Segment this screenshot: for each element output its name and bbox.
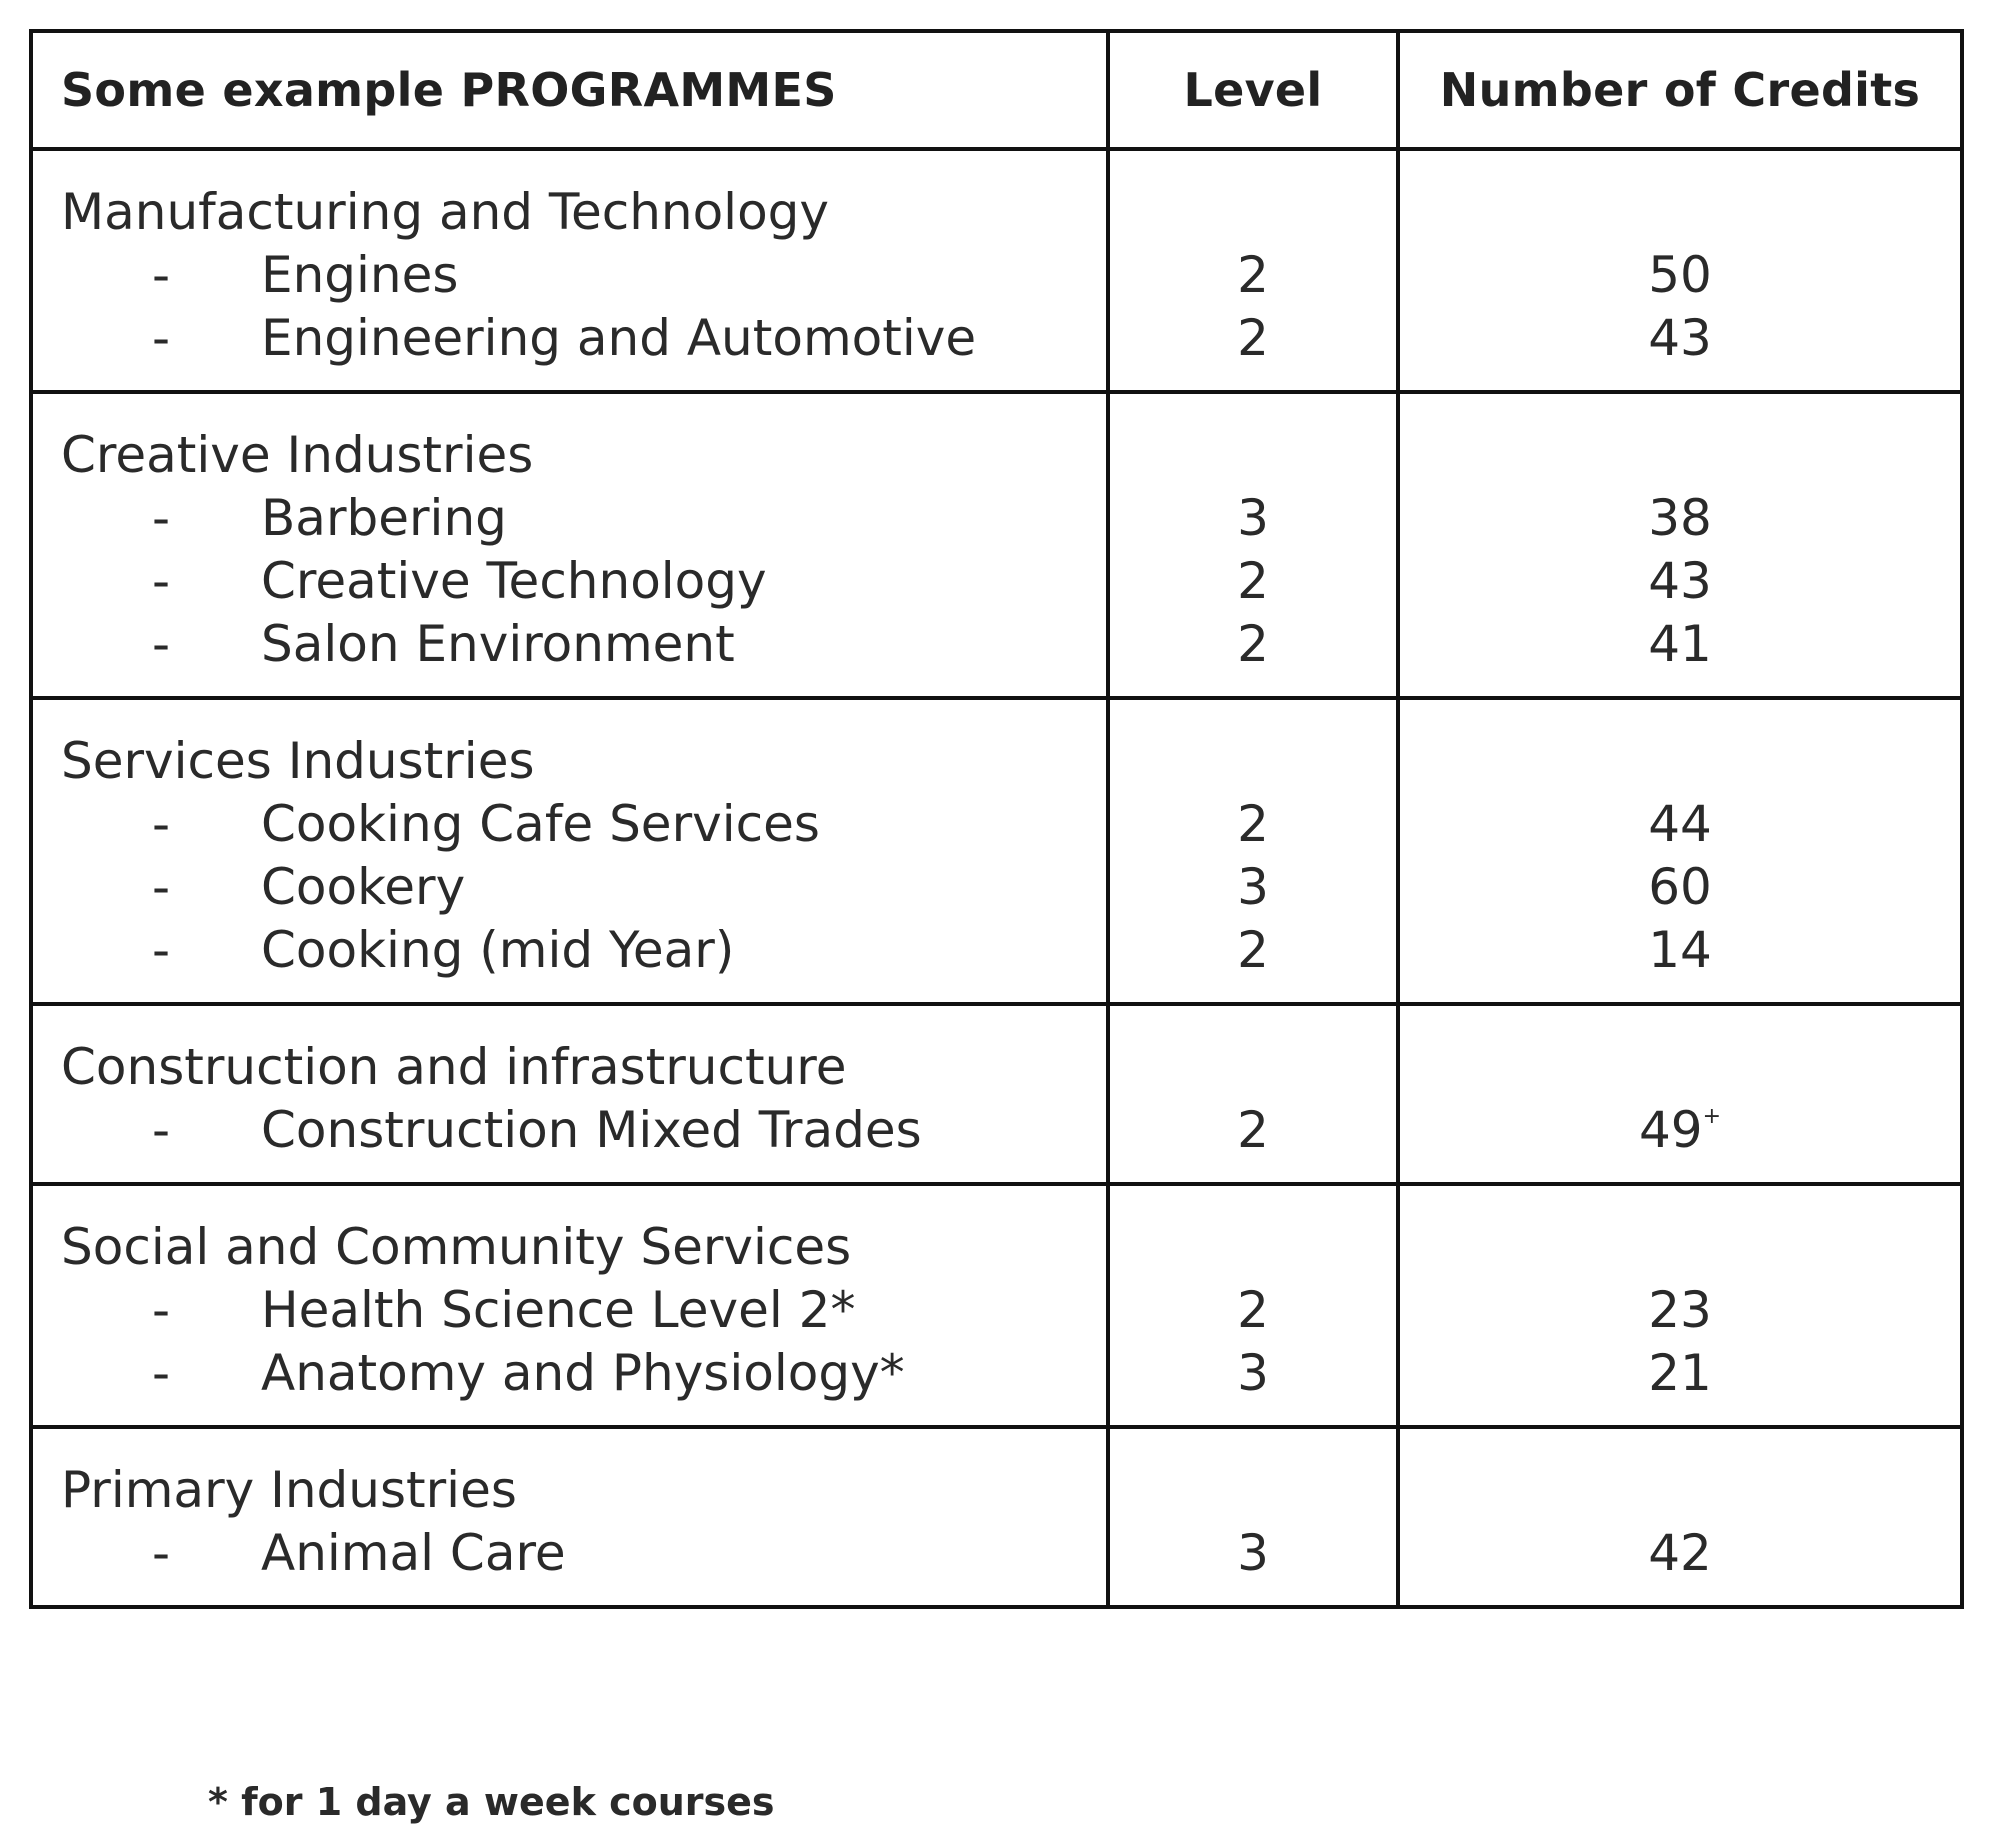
credits-value: 41 <box>1648 615 1712 673</box>
credits-value-line <box>1400 919 1960 982</box>
bullet-dash: - <box>151 795 171 853</box>
programme-name: Engineering and Automotive <box>261 309 977 367</box>
bullet-dash: - <box>151 921 171 979</box>
credits-value-line <box>1400 1522 1960 1585</box>
list-item <box>61 1522 1106 1585</box>
credits-value: 43 <box>1648 309 1712 367</box>
table-row <box>31 698 1962 1004</box>
level-cell <box>1108 1427 1398 1607</box>
credits-value: 50 <box>1648 246 1712 304</box>
programme-name: Cooking (mid Year) <box>261 921 735 979</box>
category-name: Primary Industries <box>61 1461 517 1519</box>
credits-mark: + <box>1702 1104 1722 1129</box>
list-item <box>61 856 1106 919</box>
table-row <box>31 149 1962 392</box>
bullet-dash: - <box>151 1344 171 1402</box>
credits-value-line <box>1400 1279 1960 1342</box>
category-name: Creative Industries <box>61 426 534 484</box>
category-name: Social and Community Services <box>61 1218 852 1276</box>
bullet-dash: - <box>151 615 171 673</box>
credits-value: 23 <box>1648 1281 1712 1339</box>
programme-name: Anatomy and Physiology* <box>261 1344 905 1402</box>
list-item <box>61 550 1106 613</box>
credits-value: 49 <box>1638 1101 1703 1159</box>
level-cell <box>1108 1184 1398 1427</box>
credits-value: 60 <box>1648 858 1712 916</box>
level-value: 3 <box>1237 858 1269 916</box>
bullet-dash: - <box>151 246 171 304</box>
credits-value: 38 <box>1648 489 1712 547</box>
credits-cell <box>1398 1184 1962 1427</box>
level-value: 2 <box>1237 552 1269 610</box>
level-value: 2 <box>1237 246 1269 304</box>
programme-name: Creative Technology <box>261 552 767 610</box>
programme-cell <box>31 1004 1108 1184</box>
level-value: 2 <box>1237 1101 1269 1159</box>
level-cell <box>1108 698 1398 1004</box>
table-body <box>31 149 1962 1607</box>
credits-cell <box>1398 1004 1962 1184</box>
credits-value-line <box>1400 1342 1960 1405</box>
credits-value-line <box>1400 244 1960 307</box>
credits-value-line <box>1400 1099 1960 1162</box>
header-credits: Number of Credits <box>1398 31 1962 149</box>
bullet-dash: - <box>151 1524 171 1582</box>
table-header-row <box>31 31 1962 149</box>
credits-cell <box>1398 149 1962 392</box>
credits-value-line <box>1400 487 1960 550</box>
list-item <box>61 1099 1106 1162</box>
category-name: Manufacturing and Technology <box>61 183 829 241</box>
credits-value-line <box>1400 856 1960 919</box>
bullet-dash: - <box>151 552 171 610</box>
level-cell <box>1108 149 1398 392</box>
list-item <box>61 613 1106 676</box>
category-name: Services Industries <box>61 732 535 790</box>
bullet-dash: - <box>151 309 171 367</box>
programme-name: Animal Care <box>261 1524 566 1582</box>
programme-name: Salon Environment <box>261 615 735 673</box>
table-row <box>31 1184 1962 1427</box>
list-item <box>61 244 1106 307</box>
programme-cell <box>31 698 1108 1004</box>
bullet-dash: - <box>151 1281 171 1339</box>
programme-name: Construction Mixed Trades <box>261 1101 922 1159</box>
level-cell <box>1108 1004 1398 1184</box>
programme-name: Cookery <box>261 858 466 916</box>
bullet-dash: - <box>151 1101 171 1159</box>
programme-cell <box>31 149 1108 392</box>
programme-cell <box>31 1427 1108 1607</box>
credits-value: 42 <box>1648 1524 1712 1582</box>
credits-value: 21 <box>1648 1344 1712 1402</box>
credits-value: 14 <box>1648 921 1712 979</box>
credits-cell <box>1398 1427 1962 1607</box>
bullet-dash: - <box>151 489 171 547</box>
level-value: 3 <box>1237 489 1269 547</box>
level-value: 2 <box>1237 921 1269 979</box>
programme-cell <box>31 392 1108 698</box>
table-row <box>31 1004 1962 1184</box>
list-item <box>61 793 1106 856</box>
credits-value-line <box>1400 307 1960 370</box>
level-value: 2 <box>1237 615 1269 673</box>
level-value: 3 <box>1237 1524 1269 1582</box>
credits-value-line <box>1400 550 1960 613</box>
programme-name: Engines <box>261 246 459 304</box>
programme-name: Cooking Cafe Services <box>261 795 820 853</box>
bullet-dash: - <box>151 858 171 916</box>
credits-cell <box>1398 698 1962 1004</box>
credits-cell <box>1398 392 1962 698</box>
header-programmes: Some example PROGRAMMES <box>31 31 1108 149</box>
level-value: 2 <box>1237 309 1269 367</box>
credits-value: 43 <box>1648 552 1712 610</box>
list-item <box>61 1342 1106 1405</box>
list-item <box>61 487 1106 550</box>
credits-value-line <box>1400 793 1960 856</box>
table-row <box>31 1427 1962 1607</box>
programme-cell <box>31 1184 1108 1427</box>
header-level: Level <box>1108 31 1398 149</box>
list-item <box>61 307 1106 370</box>
programme-name: Health Science Level 2* <box>261 1281 856 1339</box>
list-item <box>61 919 1106 982</box>
list-item <box>61 1279 1106 1342</box>
level-value: 2 <box>1237 1281 1269 1339</box>
footnote: * for 1 day a week courses <box>208 1780 775 1824</box>
level-value: 3 <box>1237 1344 1269 1402</box>
programme-name: Barbering <box>261 489 507 547</box>
credits-value-line <box>1400 613 1960 676</box>
programmes-table <box>29 29 1964 1609</box>
level-value: 2 <box>1237 795 1269 853</box>
credits-value: 44 <box>1648 795 1712 853</box>
level-cell <box>1108 392 1398 698</box>
category-name: Construction and infrastructure <box>61 1038 847 1096</box>
table-row <box>31 392 1962 698</box>
